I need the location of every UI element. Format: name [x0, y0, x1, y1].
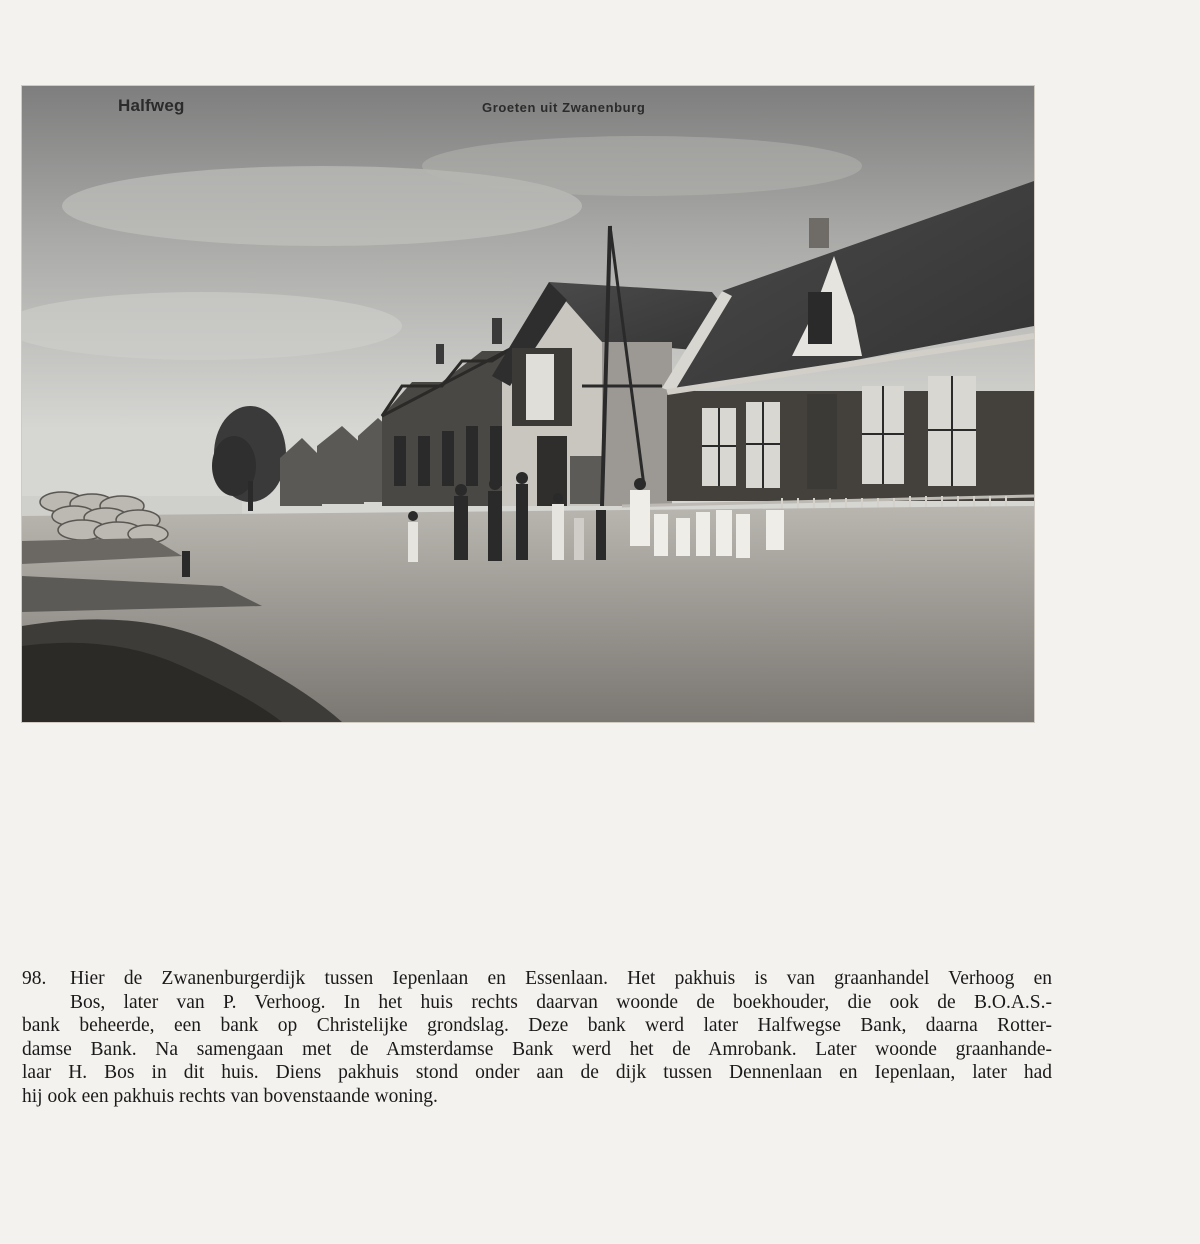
caption-line-3: bank beheerde, een bank op Christelijke grondslag. Deze bank werd later Halfwegse Bank, daarna Rotter- [22, 1015, 1052, 1036]
photo-caption [22, 967, 1052, 1108]
caption-number: 98. [22, 968, 47, 989]
caption-line-1: 98. Hier de Zwanenburgerdijk tussen Iepenlaan en Essenlaan. Het pakhuis is van graanhandel Verhoog en [22, 968, 1052, 989]
postcard-title-left: Halfweg [118, 96, 185, 115]
historic-photograph [22, 86, 1034, 722]
caption-line-2: Bos, later van P. Verhoog. In het huis rechts daarvan woonde de boekhouder, die ook de B.O.A.S.- [70, 991, 1052, 1013]
caption-line-4: damse Bank. Na samengaan met de Amsterdamse Bank werd het de Amrobank. Later woonde graanhande- [22, 1038, 1052, 1060]
caption-line-6: hij ook een pakhuis rechts van bovenstaande woning. [22, 1085, 438, 1107]
street-scene-image [22, 86, 1034, 722]
caption-line-5: laar H. Bos in dit huis. Diens pakhuis stond onder aan de dijk tussen Dennenlaan en Iepenlaan, later had [22, 1062, 1052, 1083]
postcard-title-center: Groeten uit Zwanenburg [482, 100, 646, 115]
